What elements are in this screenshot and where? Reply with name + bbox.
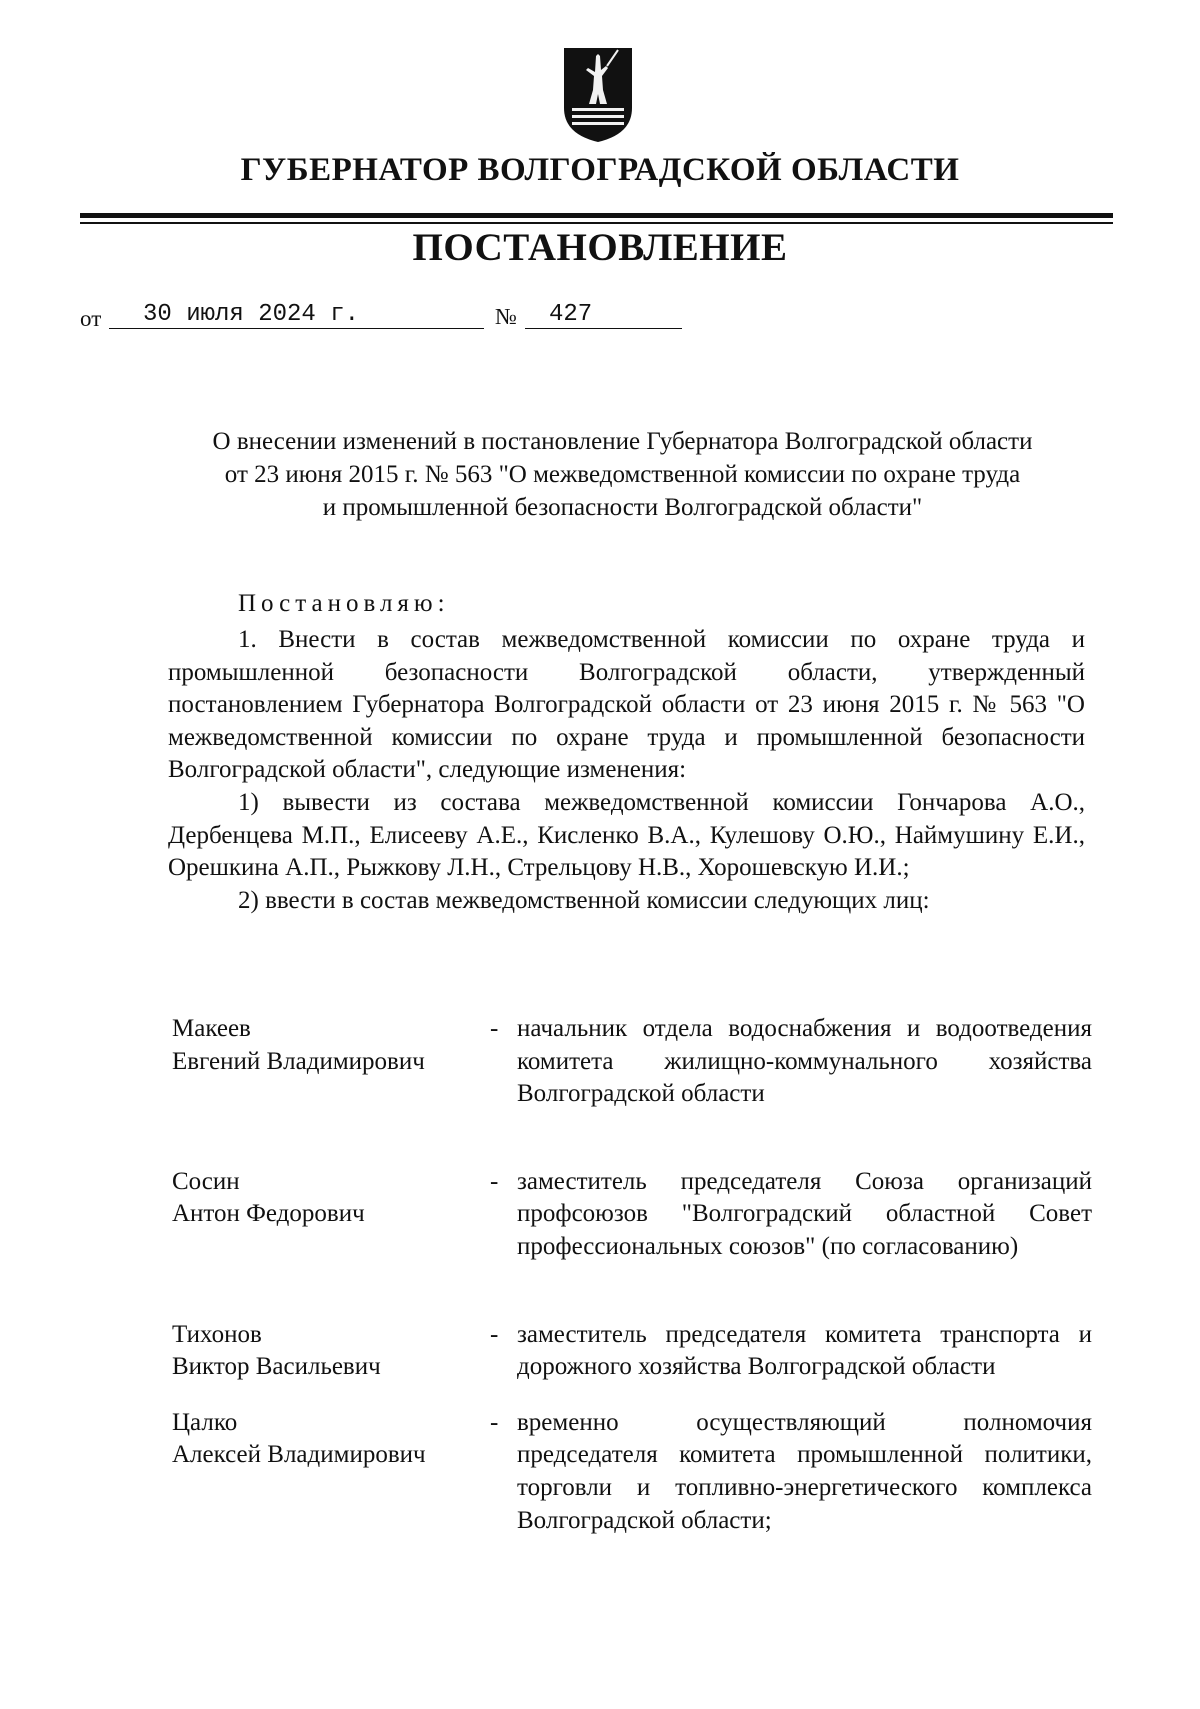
member-dash: - (490, 1015, 499, 1042)
header-rule-thick (80, 213, 1113, 218)
member-given-names: Антон Федорович (172, 1200, 365, 1228)
date-prefix: от (80, 306, 102, 331)
header-rule-thin (80, 222, 1113, 224)
document-body (168, 624, 1085, 917)
member-entry (172, 1407, 1092, 1537)
member-entry (172, 1013, 1092, 1111)
document-date: 30 июля 2024 г. (109, 301, 484, 329)
paragraph-item-1: 1. Внести в состав межведомственной комиссии по охране труда и промышленной безопасности Волгоградской области, утвержденный постановлением Губернатора Волгоградской области от 23 июня 2015 г. № 563 "О межведомственной комиссии по охране труда и промышленной безопасности Волгоградской области", следующие изменения: (168, 626, 1085, 784)
decree-word: Постановляю: (238, 590, 450, 617)
subject-line: и промышленной безопасности Волгоградской области" (322, 494, 923, 521)
member-role: заместитель председателя комитета транспорта и дорожного хозяйства Волгоградской области (517, 1320, 1092, 1381)
member-name (172, 1319, 472, 1384)
member-role: заместитель председателя Союза организаций профсоюзов "Волгоградский областной Совет профессиональных союзов" (по согласованию) (517, 1167, 1092, 1260)
regional-emblem (560, 46, 636, 144)
subject-line: О внесении изменений в постановление Губернатора Волгоградской области (212, 428, 1033, 455)
number-prefix: № (495, 304, 517, 329)
member-role: начальник отдела водоснабжения и водоотведения комитета жилищно-коммунального хозяйства Волгоградской области (517, 1015, 1092, 1108)
member-name (172, 1407, 472, 1472)
paragraph-subitem-2: 2) ввести в состав межведомственной комиссии следующих лиц: (238, 886, 930, 914)
member-given-names: Виктор Васильевич (172, 1353, 381, 1381)
member-surname: Сосин (172, 1167, 240, 1195)
member-given-names: Алексей Владимирович (172, 1441, 426, 1469)
paragraph-subitem-1: 1) вывести из состава межведомственной комиссии Гончарова А.О., Дербенцева М.П., Елисееву А.Е., Кисленко В.А., Кулешову О.Ю., Наймушину Е.И., Орешкина А.П., Рыжкову Л.Н., Стрельцову Н.В., Хорошевскую И.И.; (168, 788, 1085, 882)
member-name (172, 1013, 472, 1078)
member-name (172, 1166, 472, 1231)
member-surname: Тихонов (172, 1320, 262, 1348)
member-dash: - (490, 1167, 499, 1195)
member-surname: Цалко (172, 1408, 238, 1436)
member-surname: Макеев (172, 1015, 251, 1042)
members-list (172, 1013, 1092, 1537)
subject-line: от 23 июня 2015 г. № 563 "О межведомственной комиссии по охране труда (224, 461, 1021, 488)
document-number: 427 (525, 301, 682, 329)
member-entry (172, 1319, 1092, 1384)
member-role: временно осуществляющий полномочия председателя комитета промышленной политики, торговли и топливно-энергетического комплекса Волгоградской области; (517, 1408, 1092, 1534)
member-entry (172, 1166, 1092, 1264)
document-type: ПОСТАНОВЛЕНИЕ (412, 226, 788, 269)
member-dash: - (490, 1320, 499, 1348)
member-dash: - (490, 1408, 499, 1436)
issuing-authority: ГУБЕРНАТОР ВОЛГОГРАДСКОЙ ОБЛАСТИ (240, 152, 960, 188)
document-subject (160, 425, 1085, 524)
member-given-names: Евгений Владимирович (172, 1047, 425, 1075)
